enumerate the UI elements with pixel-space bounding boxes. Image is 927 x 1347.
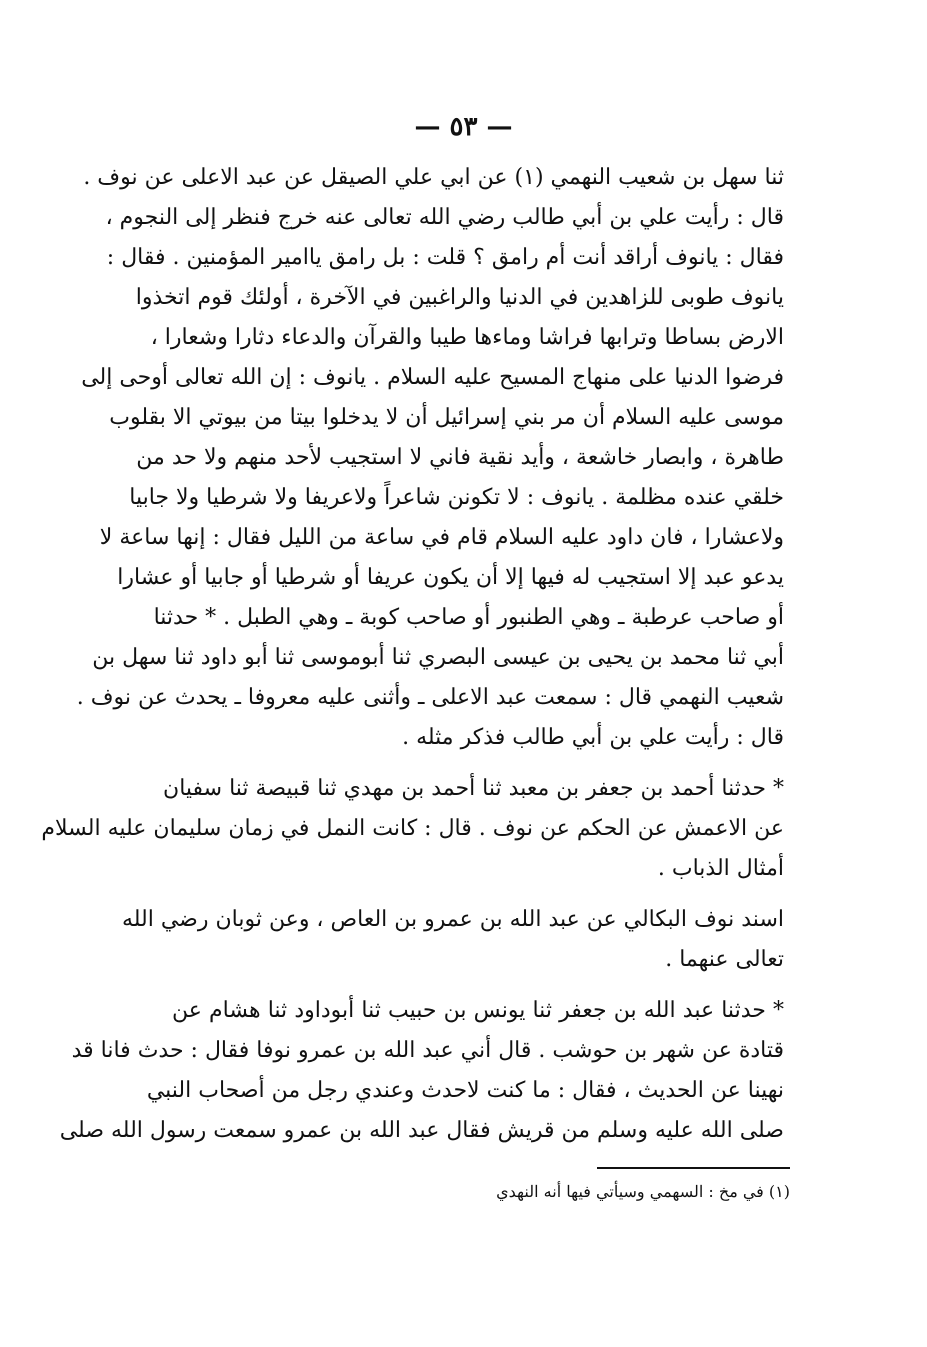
page-number: — ٥٣ — [414, 112, 513, 142]
text-line: فرضوا الدنيا على منهاج المسيح عليه السلام . يانوف : إن الله تعالى أوحى إلى [81, 365, 784, 390]
text-line: * حدثنا عبد الله بن جعفر ثنا يونس بن حبيب ثنا أبوداود ثنا هشام عن [172, 998, 784, 1023]
text-line: قتادة عن شهر بن حوشب . قال أني عبد الله بن عمرو نوفا فقال : حدث فانا قد [71, 1038, 784, 1063]
text-line: عن الاعمش عن الحكم عن نوف . قال : كانت النمل في زمان سليمان عليه السلام [41, 816, 784, 841]
paragraph-gap [172, 980, 784, 991]
text-line: الارض بساطا وترابها فراشا وماءها طيبا والقرآن والدعاء دثارا وشعارا ، [150, 325, 784, 350]
footnote: (١) في مخ : السهمي وسيأتي فيها أنه النهدي [496, 1182, 790, 1201]
paragraph-gap [172, 758, 784, 769]
text-line: يدعو عبد إلا استجيب له فيها إلا أن يكون عريفا أو شرطيا أو جابيا أو عشارا [117, 565, 784, 590]
text-line: خلقي عنده مظلمة . يانوف : لا تكونن شاعراً ولاعريفا ولا شرطيا ولا جابيا [129, 485, 784, 510]
text-line: شعيب النهمي قال : سمعت عبد الاعلى ـ وأثنى عليه معروفا ـ يحدث عن نوف . [76, 685, 784, 710]
text-line: * حدثنا أحمد بن جعفر بن معبد ثنا أحمد بن مهدي ثنا قبيصة ثنا سفيان [163, 776, 784, 801]
text-line: قال : رأيت علي بن أبي طالب رضي الله تعالى عنه خرج فنظر إلى النجوم ، [105, 205, 784, 230]
text-line: نهينا عن الحديث ، فقال : ما كنت لاحدث وعندي رجل من أصحاب النبي [146, 1078, 784, 1103]
footnote-divider [597, 1167, 790, 1169]
text-line: اسند نوف البكالي عن عبد الله بن عمرو بن العاص ، وعن ثوبان رضي الله [121, 907, 784, 932]
text-line: تعالى عنهما . [665, 947, 784, 972]
paragraph-gap [172, 889, 784, 900]
main-text [41, 158, 784, 1151]
text-line: ثنا سهل بن شعيب النهمي (١) عن ابي علي الصيقل عن عبد الاعلى عن نوف . [83, 165, 784, 190]
text-line: يانوف طوبى للزاهدين في الدنيا والراغبين في الآخرة ، أولئك قوم اتخذوا [135, 285, 784, 310]
text-line: موسى عليه السلام أن مر بني إسرائيل أن لا يدخلوا بيتا من بيوتي الا بقلوب [109, 405, 784, 430]
text-line: قال : رأيت علي بن أبي طالب فذكر مثله . [402, 725, 784, 750]
text-line: طاهرة ، وابصار خاشعة ، وأيد نقية فاني لا استجيب لأحد منهم ولا حد من [136, 445, 784, 470]
text-line: أبي ثنا محمد بن يحيى بن عيسى البصري ثنا أبوموسى ثنا أبو داود ثنا سهل بن [92, 645, 784, 670]
text-line: أمثال الذباب . [657, 856, 784, 881]
text-line: صلى الله عليه وسلم من قريش فقال عبد الله بن عمرو سمعت رسول الله صلى [59, 1118, 784, 1143]
text-line: ولاعشارا ، فان داود عليه السلام قام في ساعة من الليل فقال : إنها ساعة لا [99, 525, 784, 550]
text-line: فقال : يانوف أراقد أنت أم رامق ؟ قلت : بل رامق ياامير المؤمنين . فقال : [106, 245, 784, 270]
text-line: أو صاحب عرطبة ـ وهي الطنبور أو صاحب كوبة ـ وهي الطبل . * حدثنا [153, 605, 784, 630]
